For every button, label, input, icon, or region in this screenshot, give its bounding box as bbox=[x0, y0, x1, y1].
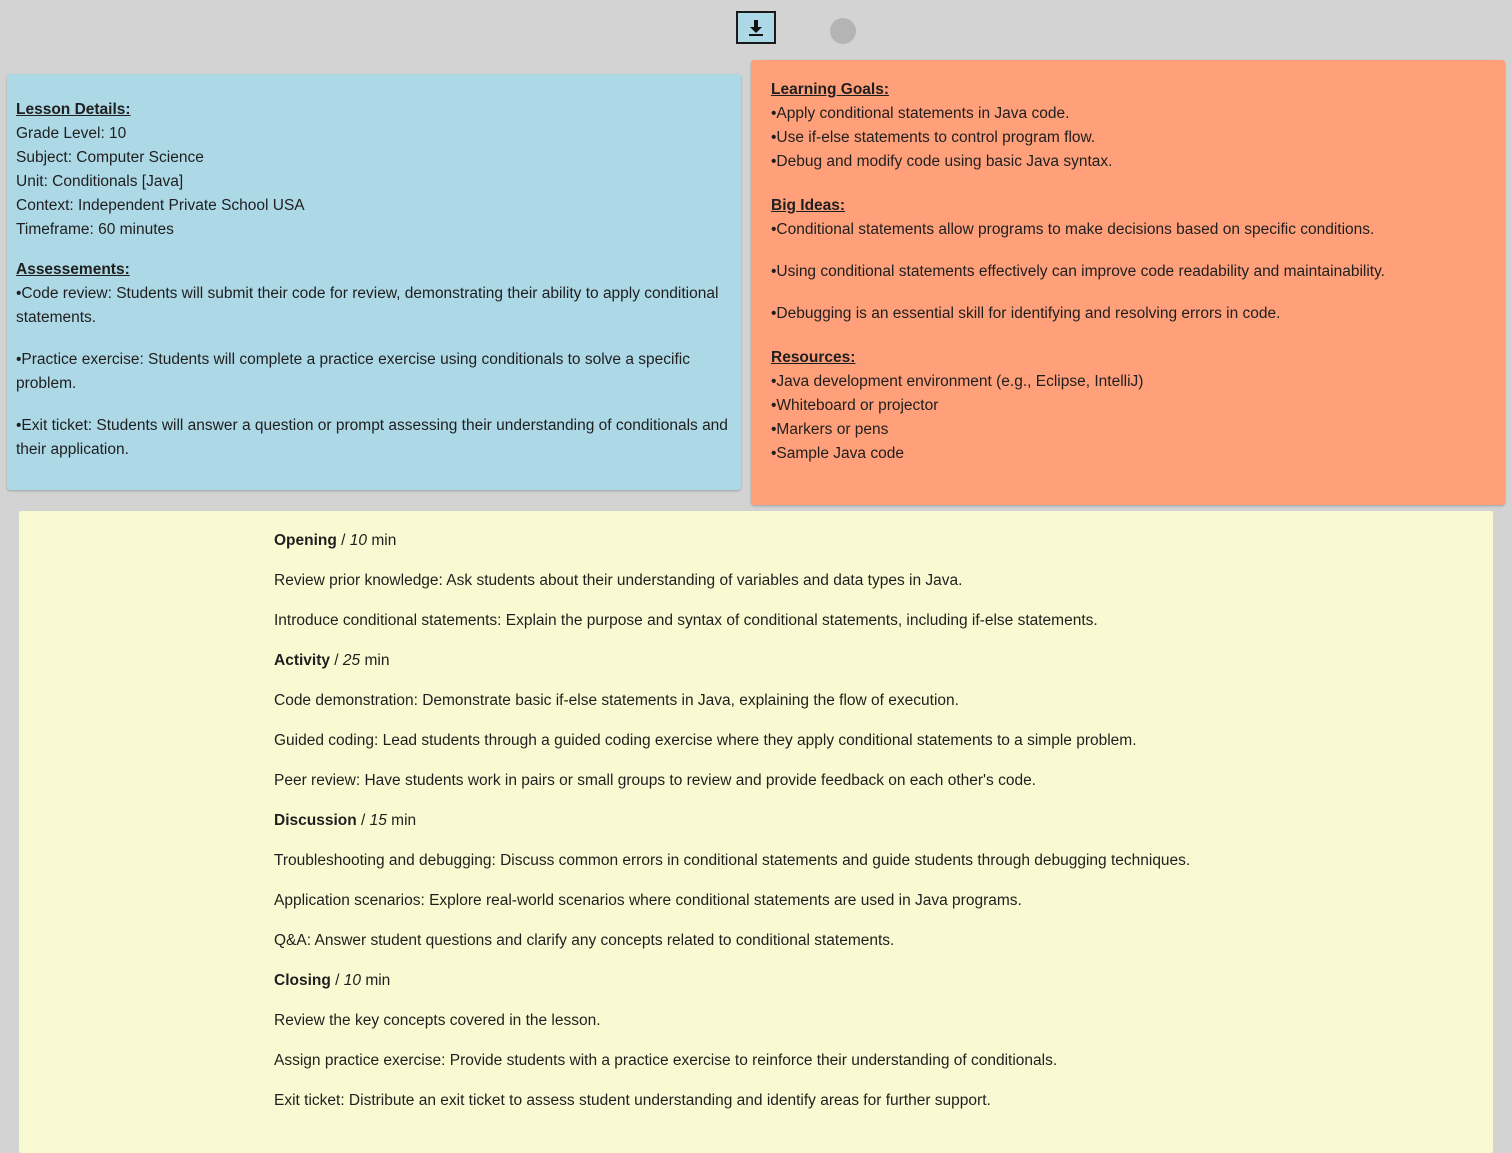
resource-item: •Markers or pens bbox=[771, 421, 889, 438]
learning-goals-list bbox=[771, 102, 1495, 174]
plan-item: Troubleshooting and debugging: Discuss common errors in conditional statements and guide students through debugging techniques. bbox=[274, 852, 1191, 869]
section-minutes: 10 bbox=[349, 532, 368, 549]
plan-item: Guided coding: Lead students through a guided coding exercise where they apply conditional statements to a simple problem. bbox=[274, 732, 1137, 749]
download-button[interactable] bbox=[736, 11, 776, 44]
plan-item: Q&A: Answer student questions and clarify any concepts related to conditional statements. bbox=[274, 932, 895, 949]
section-minutes: 25 bbox=[342, 652, 361, 669]
section-separator: / bbox=[330, 652, 343, 669]
plan-item: Assign practice exercise: Provide students with a practice exercise to reinforce their understanding of conditionals. bbox=[274, 1052, 1058, 1069]
section-min-label: min bbox=[386, 812, 417, 829]
big-idea-item: •Using conditional statements effectively can improve code readability and maintainability. bbox=[771, 263, 1385, 280]
lesson-details-list bbox=[16, 122, 733, 242]
assessment-item: •Exit ticket: Students will answer a question or prompt assessing their understanding of conditionals and their application. bbox=[16, 417, 728, 458]
big-ideas-list bbox=[771, 218, 1495, 326]
section-min-label: min bbox=[360, 652, 390, 669]
assessment-item: •Practice exercise: Students will complete a practice exercise using conditionals to solve a specific problem. bbox=[16, 351, 690, 392]
download-icon bbox=[747, 19, 765, 37]
resource-item: •Sample Java code bbox=[771, 445, 904, 462]
plan-item: Review prior knowledge: Ask students about their understanding of variables and data types in Java. bbox=[274, 572, 963, 589]
learning-goal-item: •Debug and modify code using basic Java syntax. bbox=[771, 153, 1113, 170]
plan-item: Review the key concepts covered in the lesson. bbox=[274, 1012, 601, 1029]
plan-item: Introduce conditional statements: Explain the purpose and syntax of conditional statements, including if-else statements. bbox=[274, 612, 1098, 629]
lesson-plan-card bbox=[19, 511, 1493, 1153]
learning-goal-item: •Use if-else statements to control program flow. bbox=[771, 129, 1096, 146]
section-separator: / bbox=[336, 532, 350, 549]
resource-item: •Whiteboard or projector bbox=[771, 397, 939, 414]
section-heading bbox=[274, 969, 1493, 993]
assessment-item: •Code review: Students will submit their code for review, demonstrating their ability to apply conditional statements. bbox=[16, 285, 719, 326]
big-ideas-heading: Big Ideas: bbox=[771, 197, 846, 214]
big-idea-item: •Conditional statements allow programs to make decisions based on specific conditions. bbox=[771, 221, 1375, 238]
resource-item: •Java development environment (e.g., Eclipse, IntelliJ) bbox=[771, 373, 1144, 390]
section-minutes: 10 bbox=[343, 972, 362, 989]
lesson-detail-line: Unit: Conditionals [Java] bbox=[16, 173, 184, 190]
lesson-detail-line: Context: Independent Private School USA bbox=[16, 197, 305, 214]
assessments-list bbox=[16, 282, 733, 462]
resources-heading: Resources: bbox=[771, 349, 856, 366]
lesson-plan-body bbox=[274, 529, 1493, 1113]
section-min-label: min bbox=[367, 532, 397, 549]
lesson-details-heading: Lesson Details: bbox=[16, 101, 131, 118]
section-separator: / bbox=[356, 812, 370, 829]
plan-item: Peer review: Have students work in pairs or small groups to review and provide feedback on each other's code. bbox=[274, 772, 1036, 789]
learning-goals-heading: Learning Goals: bbox=[771, 81, 889, 98]
plan-item: Code demonstration: Demonstrate basic if-else statements in Java, explaining the flow of execution. bbox=[274, 692, 959, 709]
plan-item: Exit ticket: Distribute an exit ticket to assess student understanding and identify areas for further support. bbox=[274, 1092, 991, 1109]
section-minutes: 15 bbox=[369, 812, 387, 829]
section-min-label: min bbox=[361, 972, 391, 989]
lesson-detail-line: Grade Level: 10 bbox=[16, 125, 127, 142]
lesson-details-card bbox=[7, 74, 741, 490]
learning-goal-item: •Apply conditional statements in Java code. bbox=[771, 105, 1070, 122]
section-name: Closing bbox=[274, 972, 331, 989]
assessments-heading: Assessements: bbox=[16, 261, 130, 278]
status-indicator bbox=[830, 18, 856, 44]
lesson-detail-line: Subject: Computer Science bbox=[16, 149, 204, 166]
section-heading bbox=[274, 649, 1493, 673]
section-name: Opening bbox=[274, 532, 337, 549]
lesson-detail-line: Timeframe: 60 minutes bbox=[16, 221, 174, 238]
toolbar bbox=[0, 0, 1512, 60]
goals-card bbox=[751, 60, 1505, 505]
section-separator: / bbox=[330, 972, 344, 989]
plan-item: Application scenarios: Explore real-world scenarios where conditional statements are used in Java programs. bbox=[274, 892, 1022, 909]
section-heading bbox=[274, 809, 1493, 833]
section-heading bbox=[274, 529, 1493, 553]
section-name: Activity bbox=[274, 652, 330, 669]
section-name: Discussion bbox=[274, 812, 357, 829]
resources-list bbox=[771, 370, 1495, 466]
big-idea-item: •Debugging is an essential skill for identifying and resolving errors in code. bbox=[771, 305, 1281, 322]
